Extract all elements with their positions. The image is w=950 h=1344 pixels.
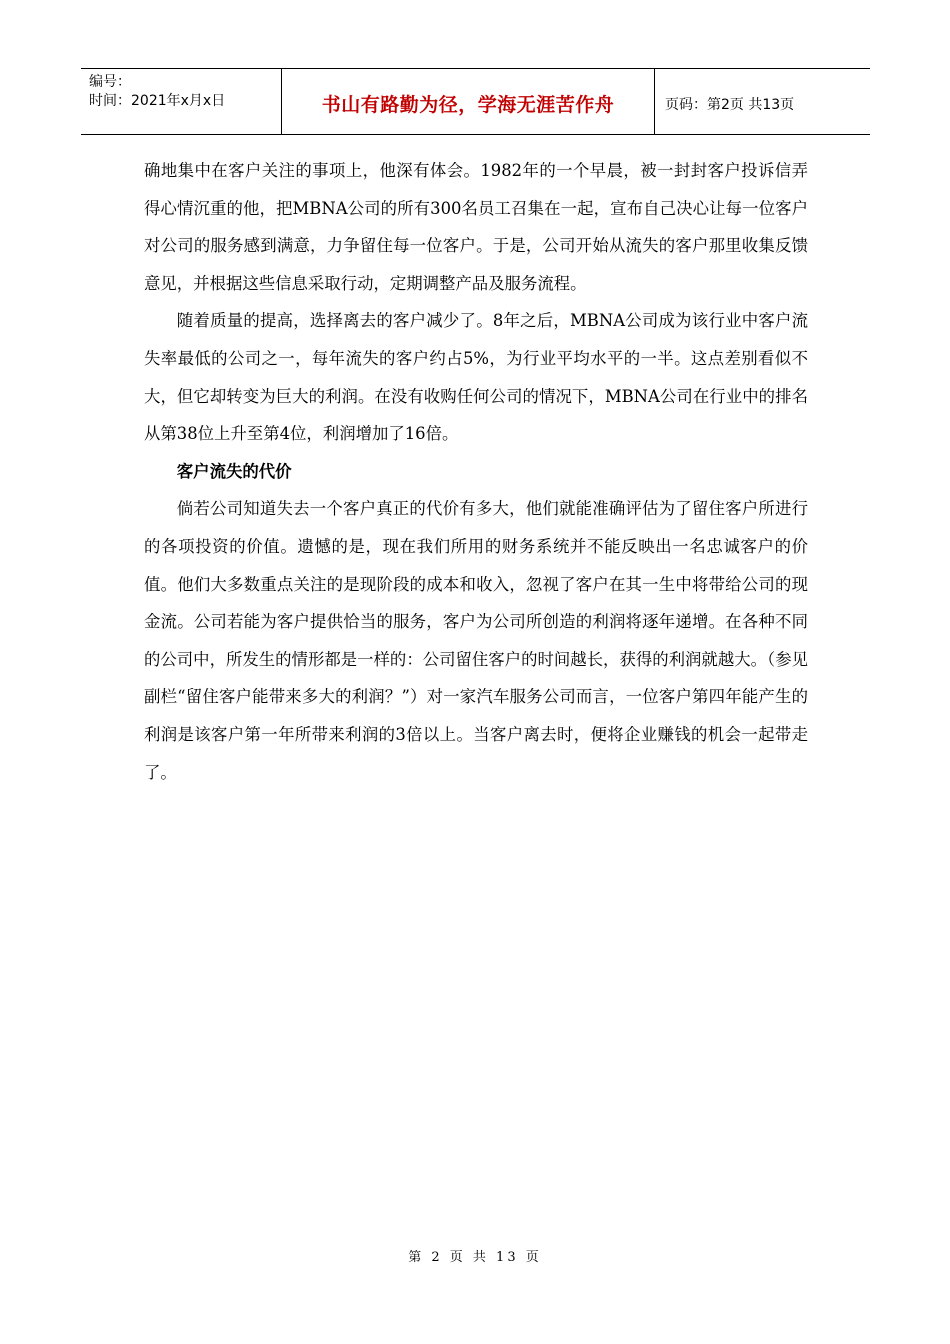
header-page-info: 页码：第2页 共13页 xyxy=(665,96,795,113)
header-page-cell xyxy=(655,69,870,134)
header-motto-cell xyxy=(282,69,655,134)
header-motto: 书山有路勤为径，学海无涯苦作舟 xyxy=(321,94,615,116)
document-body xyxy=(144,152,808,791)
header-table xyxy=(81,68,870,135)
paragraph-continuation: 确地集中在客户关注的事项上，他深有体会。1982年的一个早晨，被一封封客户投诉信弄得心情沉重的他，把MBNA公司的所有300名员工召集在一起，宣布自己决心让每一位客户对公司的服务感到满意，力争留住每一位客户。于是，公司开始从流失的客户那里收集反馈意见，并根据这些信息采取行动，定期调整产品及服务流程。 xyxy=(144,161,808,293)
page-footer: 第 2 页 共 13 页 xyxy=(408,1250,542,1265)
serial-number-label: 编号： xyxy=(89,74,131,90)
header-meta-cell xyxy=(81,69,282,134)
section-heading: 客户流失的代价 xyxy=(176,461,292,481)
date-line: 时间：2021年x月x日 xyxy=(89,93,226,109)
paragraph: 倘若公司知道失去一个客户真正的代价有多大，他们就能准确评估为了留住客户所进行的各项投资的价值。遗憾的是，现在我们所用的财务系统并不能反映出一名忠诚客户的价值。他们大多数重点关注的是现阶段的成本和收入，忽视了客户在其一生中将带给公司的现金流。公司若能为客户提供恰当的服务，客户为公司所创造的利润将逐年递增。在各种不同的公司中，所发生的情形都是一样的：公司留住客户的时间越长，获得的利润就越大。（参见副栏“留住客户能带来多大的利润？”）对一家汽车服务公司而言，一位客户第四年能产生的利润是该客户第一年所带来利润的3倍以上。当客户离去时，便将企业赚钱的机会一起带走了。 xyxy=(144,499,808,782)
paragraph: 随着质量的提高，选择离去的客户减少了。8年之后，MBNA公司成为该行业中客户流失率最低的公司之一，每年流失的客户约占5%，为行业平均水平的一半。这点差别看似不大，但它却转变为巨大的利润。在没有收购任何公司的情况下，MBNA公司在行业中的排名从第38位上升至第4位，利润增加了16倍。 xyxy=(144,311,808,444)
